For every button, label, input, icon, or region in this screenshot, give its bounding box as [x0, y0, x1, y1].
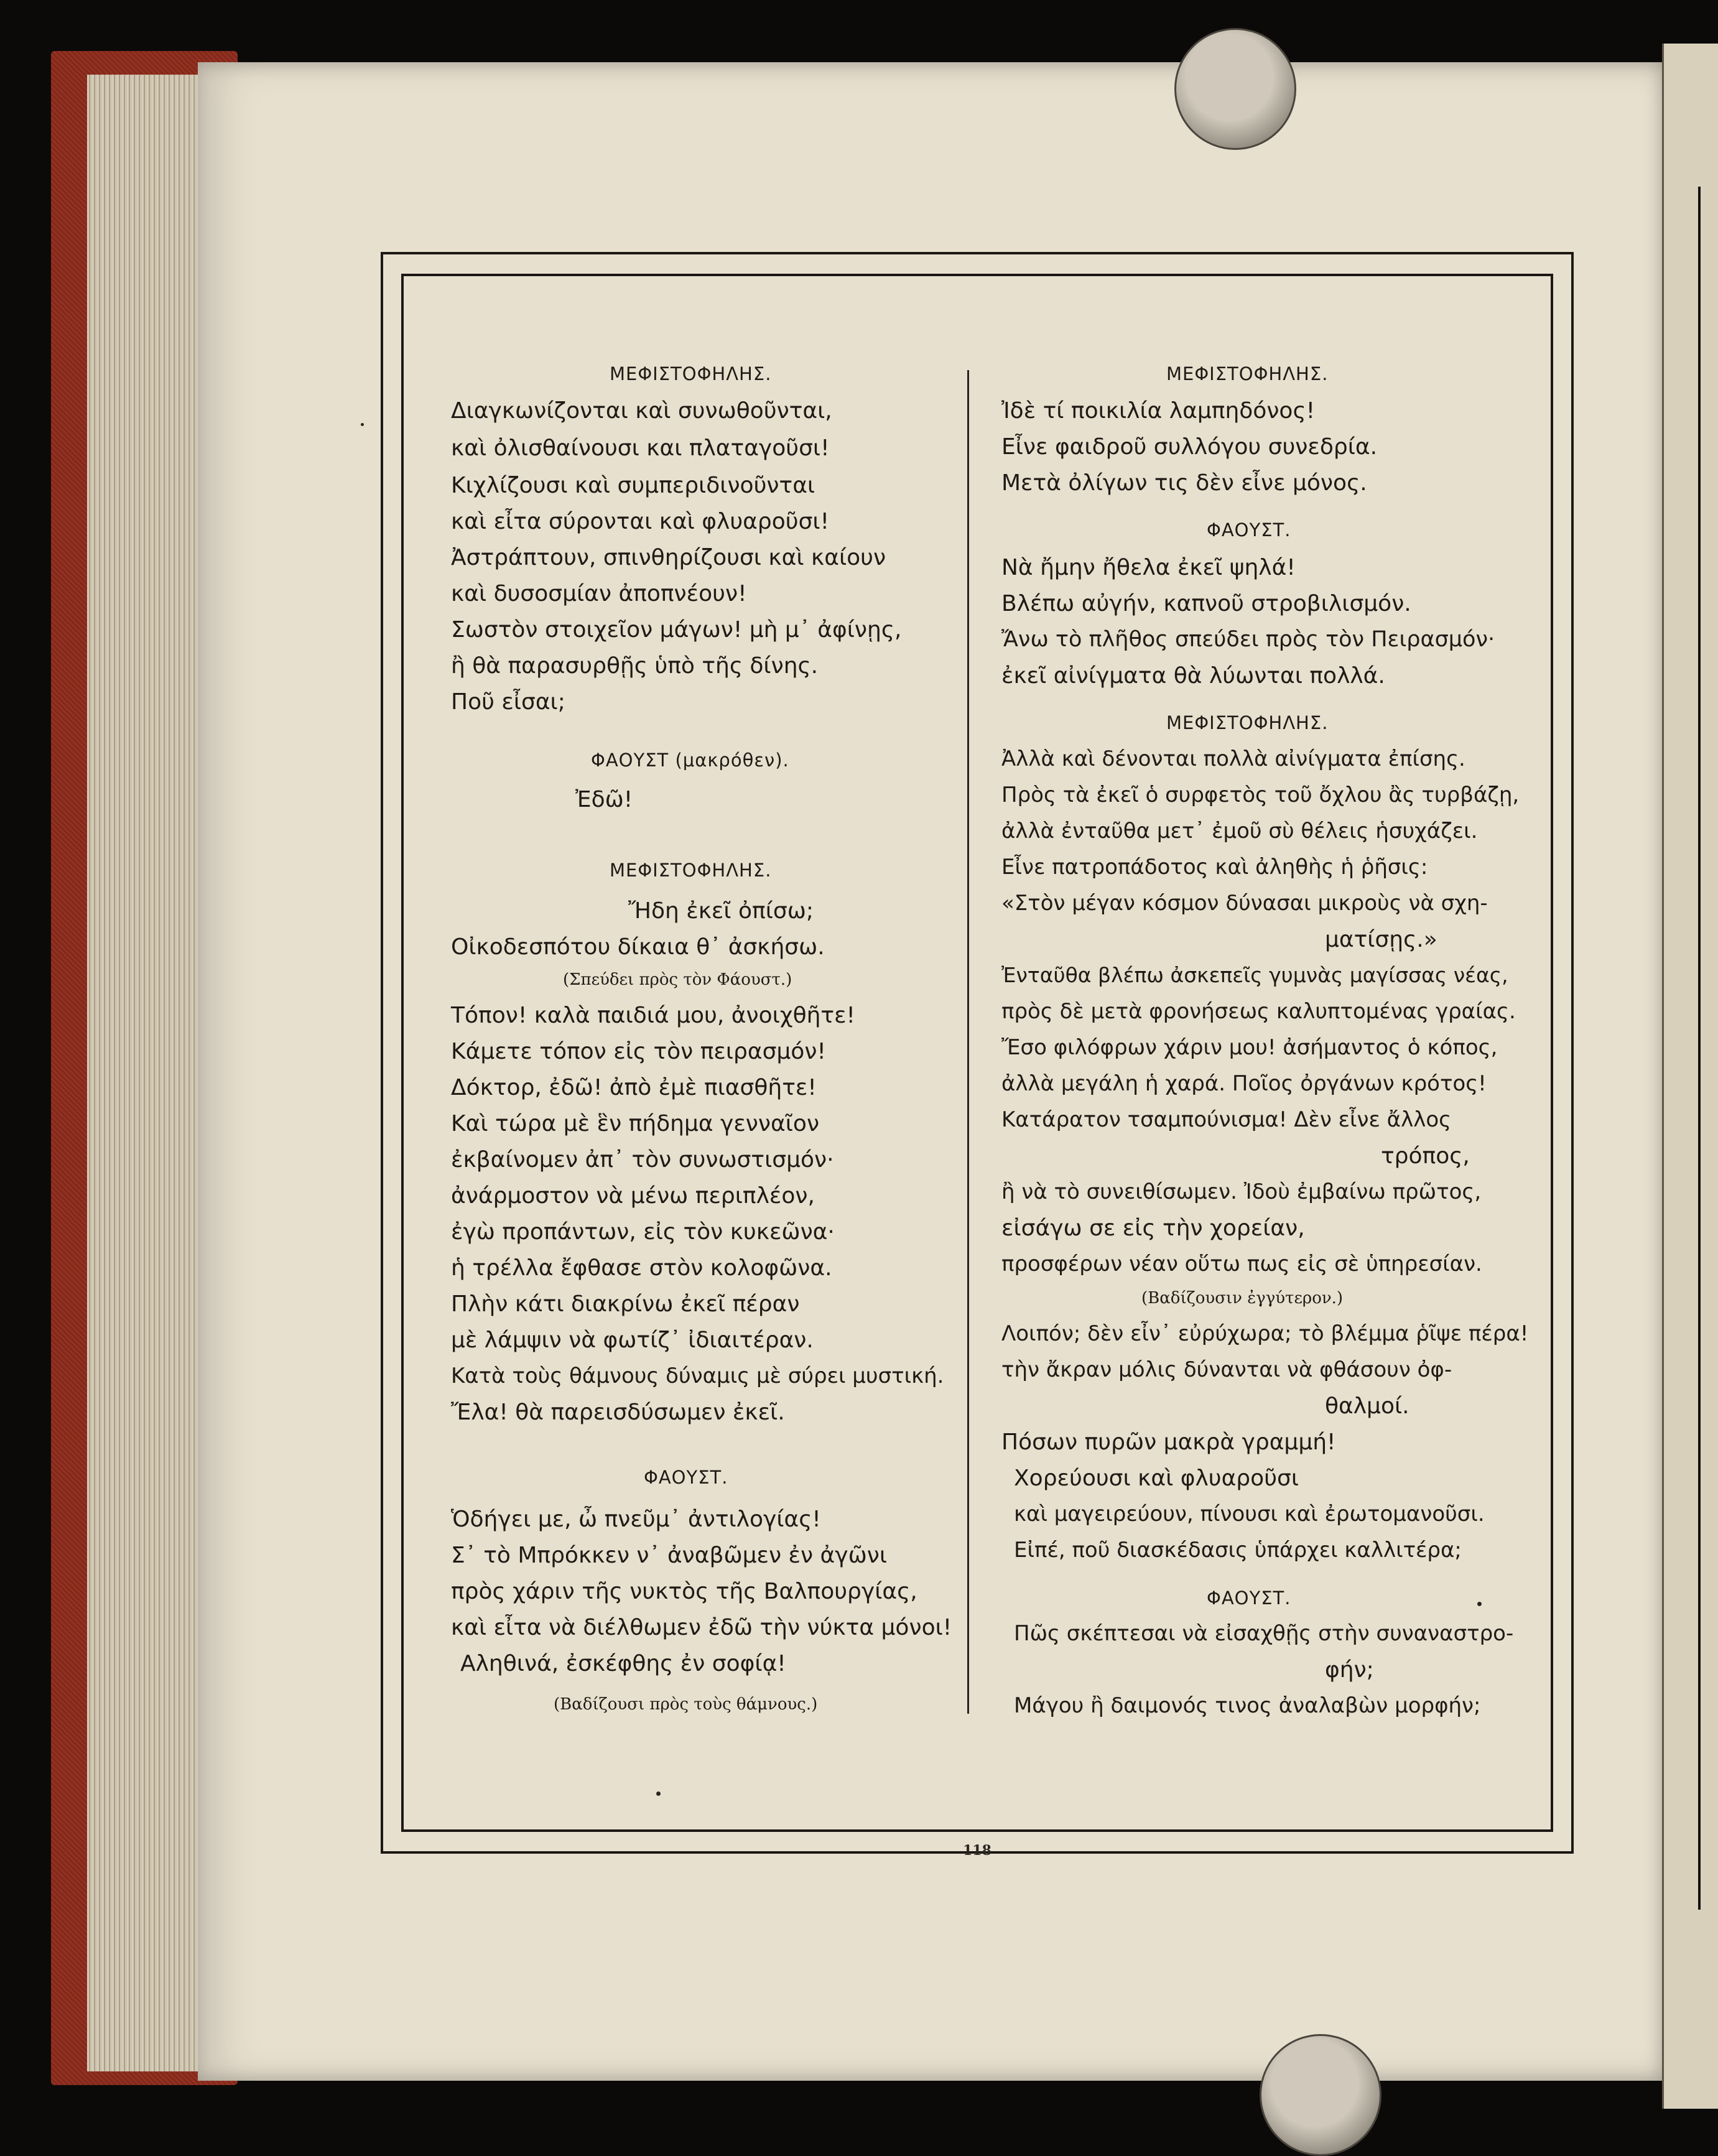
verse-line: Πρὸς τὰ ἐκεῖ ὁ συρφετὸς τοῦ ὄχλου ἂς τυρβάζῃ, [1001, 783, 1520, 807]
verse-line: Σ᾽ τὸ Μπρόκκεν ν᾽ ἀναβῶμεν ἐν ἀγῶνι [451, 1543, 888, 1568]
speaker-heading: ΦΑΟΥΣΤ. [1207, 519, 1291, 541]
verse-line: Κατάρατον τσαμπούνισμα! Δὲν εἶνε ἄλλος [1001, 1107, 1452, 1132]
stage-direction: (Βαδίζουσι πρὸς τοὺς θάμνους.) [554, 1695, 818, 1714]
verse-line: εἰσάγω σε εἰς τὴν χορείαν, [1001, 1215, 1305, 1241]
page-edges [87, 75, 211, 2071]
verse-line: Καὶ τώρα μὲ ἓν πήδημα γενναῖον [451, 1111, 820, 1136]
verse-line: καὶ εἶτα νὰ διέλθωμεν ἐδῶ τὴν νύκτα μόνοι! [451, 1615, 952, 1640]
next-page-frame-line [1698, 187, 1701, 1910]
ink-speck [1477, 1602, 1482, 1606]
speaker-heading: ΦΑΟΥΣΤ (μακρόθεν). [591, 750, 789, 771]
speaker-heading: ΜΕΦΙΣΤΟΦΗΛΗΣ. [1166, 712, 1329, 733]
stage-direction: (Βαδίζουσιν ἐγγύτερον.) [1141, 1289, 1344, 1308]
verse-line: Κατὰ τοὺς θάμνους δύναμις μὲ σύρει μυστική. [451, 1364, 944, 1388]
verse-line: Ἰδὲ τί ποικιλία λαμπηδόνος! [1001, 398, 1316, 424]
verse-line: θαλμοί. [1325, 1393, 1409, 1419]
verse-line: Σωστὸν στοιχεῖον μάγων! μὴ μ᾽ ἀφίνῃς, [451, 617, 902, 643]
verse-line: Πόσων πυρῶν μακρὰ γραμμή! [1001, 1429, 1336, 1455]
verse-line: καὶ ὀλισθαίνουσι και πλαταγοῦσι! [451, 435, 830, 461]
verse-line: Χορεύουσι καὶ φλυαροῦσι [1014, 1466, 1299, 1491]
verse-line: Λοιπόν; δὲν εἶν᾽ εὐρύχωρα; τὸ βλέμμα ῥῖψε πέρα! [1001, 1321, 1529, 1346]
ink-speck [361, 423, 364, 426]
verse-line: Ἔσο φιλόφρων χάριν μου! ἀσήμαντος ὁ κόπος, [1001, 1035, 1498, 1060]
verse-line: Εἶνε φαιδροῦ συλλόγου συνεδρία. [1001, 434, 1378, 460]
verse-line: Μάγου ἢ δαιμονός τινος ἀναλαβὼν μορφήν; [1014, 1693, 1481, 1718]
verse-line: ἀλλὰ ἐνταῦθα μετ᾽ ἐμοῦ σὺ θέλεις ἡσυχάζει. [1001, 819, 1478, 843]
verse-line: Πλὴν κάτι διακρίνω ἐκεῖ πέραν [451, 1291, 800, 1317]
verse-line: τρόπος, [1381, 1143, 1470, 1169]
verse-line: Κάμετε τόπον εἰς τὸν πειρασμόν! [451, 1039, 826, 1064]
verse-line: Μετὰ ὀλίγων τις δὲν εἶνε μόνος. [1001, 470, 1367, 496]
verse-line: Ἤδη ἐκεῖ ὀπίσω; [628, 898, 814, 924]
verse-line: Τόπον! καλὰ παιδιά μου, ἀνοιχθῆτε! [451, 1003, 855, 1028]
verse-line: προσφέρων νέαν οὕτω πως εἰς σὲ ὑπηρεσίαν. [1001, 1252, 1482, 1276]
verse-line: καὶ δυσοσμίαν ἀποπνέουν! [451, 581, 747, 606]
next-page-edge [1662, 44, 1718, 2109]
verse-line: Δόκτορ, ἐδῶ! ἀπὸ ἐμὲ πιασθῆτε! [451, 1075, 817, 1100]
verse-line: ἀνάρμοστον νὰ μένω περιπλέον, [451, 1183, 815, 1209]
verse-line: καὶ μαγειρεύουν, πίνουσι καὶ ἐρωτομανοῦσι. [1014, 1502, 1485, 1526]
verse-line: Νὰ ἤμην ἤθελα ἐκεῖ ψηλά! [1001, 555, 1296, 580]
verse-line: ματίσῃς.» [1325, 927, 1437, 952]
verse-line: Ποῦ εἶσαι; [451, 689, 565, 715]
ink-speck [656, 1791, 661, 1796]
verse-line: Διαγκωνίζονται καὶ συνωθοῦνται, [451, 398, 832, 424]
verse-line: μὲ λάμψιν νὰ φωτίζ᾽ ἰδιαιτέραν. [451, 1327, 814, 1353]
verse-line: Εἰπέ, ποῦ διασκέδασις ὑπάρχει καλλιτέρα; [1014, 1538, 1462, 1563]
verse-line: ἡ τρέλλα ἔφθασε στὸν κολοφῶνα. [451, 1255, 832, 1281]
verse-line: ἢ θὰ παρασυρθῇς ὑπὸ τῆς δίνης. [451, 653, 819, 679]
verse-line: «Στὸν μέγαν κόσμον δύνασαι μικροὺς νὰ σχη- [1001, 891, 1488, 916]
page-clip-bottom [1260, 2034, 1381, 2156]
page-clip-top [1174, 28, 1296, 150]
verse-line: ἐκβαίνομεν ἀπ᾽ τὸν συνωστισμόν· [451, 1147, 834, 1173]
verse-line: πρὸς χάριν τῆς νυκτὸς τῆς Βαλπουργίας, [451, 1579, 917, 1604]
verse-line: Βλέπω αὐγήν, καπνοῦ στροβιλισμόν. [1001, 591, 1411, 616]
verse-line: φήν; [1325, 1657, 1374, 1683]
speaker-heading: ΜΕΦΙΣΤΟΦΗΛΗΣ. [610, 860, 772, 881]
verse-line: ἢ νὰ τὸ συνειθίσωμεν. Ἰδοὺ ἐμβαίνω πρῶτος, [1001, 1179, 1482, 1204]
verse-line: Ἀστράπτουν, σπινθηρίζουσι καὶ καίουν [451, 545, 886, 570]
page-number: 118 [963, 1842, 991, 1859]
verse-line: τὴν ἄκραν μόλις δύνανται νὰ φθάσουν ὀφ- [1001, 1357, 1452, 1382]
speaker-heading: ΜΕΦΙΣΤΟΦΗΛΗΣ. [1166, 363, 1329, 384]
column-divider [967, 370, 969, 1714]
verse-line: Ὁδήγει με, ὦ πνεῦμ᾽ ἀντιλογίας! [451, 1507, 821, 1532]
speaker-heading: ΦΑΟΥΣΤ. [644, 1467, 728, 1488]
verse-line: καὶ εἶτα σύρονται καὶ φλυαροῦσι! [451, 509, 830, 534]
stage-direction: (Σπεύδει πρὸς τὸν Φάουστ.) [563, 970, 792, 989]
verse-line: Κιχλίζουσι καὶ συμπεριδινοῦνται [451, 473, 815, 498]
verse-line: Ἔλα! θὰ παρεισδύσωμεν ἐκεῖ. [451, 1400, 785, 1425]
verse-line: Ἄνω τὸ πλῆθος σπεύδει πρὸς τὸν Πειρασμόν· [1001, 627, 1495, 652]
verse-line: ἐγὼ προπάντων, εἰς τὸν κυκεῶνα· [451, 1219, 835, 1245]
speaker-heading: ΦΑΟΥΣΤ. [1207, 1587, 1291, 1609]
verse-line: Εἶνε πατροπάδοτος καὶ ἀληθὴς ἡ ῥῆσις: [1001, 855, 1428, 880]
verse-line: ἐκεῖ αἰνίγματα θὰ λύωνται πολλά. [1001, 663, 1385, 689]
verse-line: ἀλλὰ μεγάλη ἡ χαρά. Ποῖος ὀργάνων κρότος! [1001, 1071, 1487, 1096]
verse-line: Ἐδῶ! [575, 787, 633, 812]
verse-line: Ἐνταῦθα βλέπω ἀσκεπεῖς γυμνὰς μαγίσσας νέας, [1001, 963, 1508, 987]
verse-line: Ἀλλὰ καὶ δένονται πολλὰ αἰνίγματα ἐπίσης. [1001, 746, 1465, 771]
verse-line: Οἰκοδεσπότου δίκαια θ᾽ ἀσκήσω. [451, 934, 825, 960]
verse-line: πρὸς δὲ μετὰ φρονήσεως καλυπτομένας γραίας. [1001, 999, 1516, 1024]
speaker-heading: ΜΕΦΙΣΤΟΦΗΛΗΣ. [610, 363, 772, 384]
verse-line: Αληθινά, ἐσκέφθης ἐν σοφίᾳ! [460, 1651, 786, 1676]
verse-line: Πῶς σκέπτεσαι νὰ εἰσαχθῇς στὴν συναναστρο- [1014, 1621, 1514, 1646]
